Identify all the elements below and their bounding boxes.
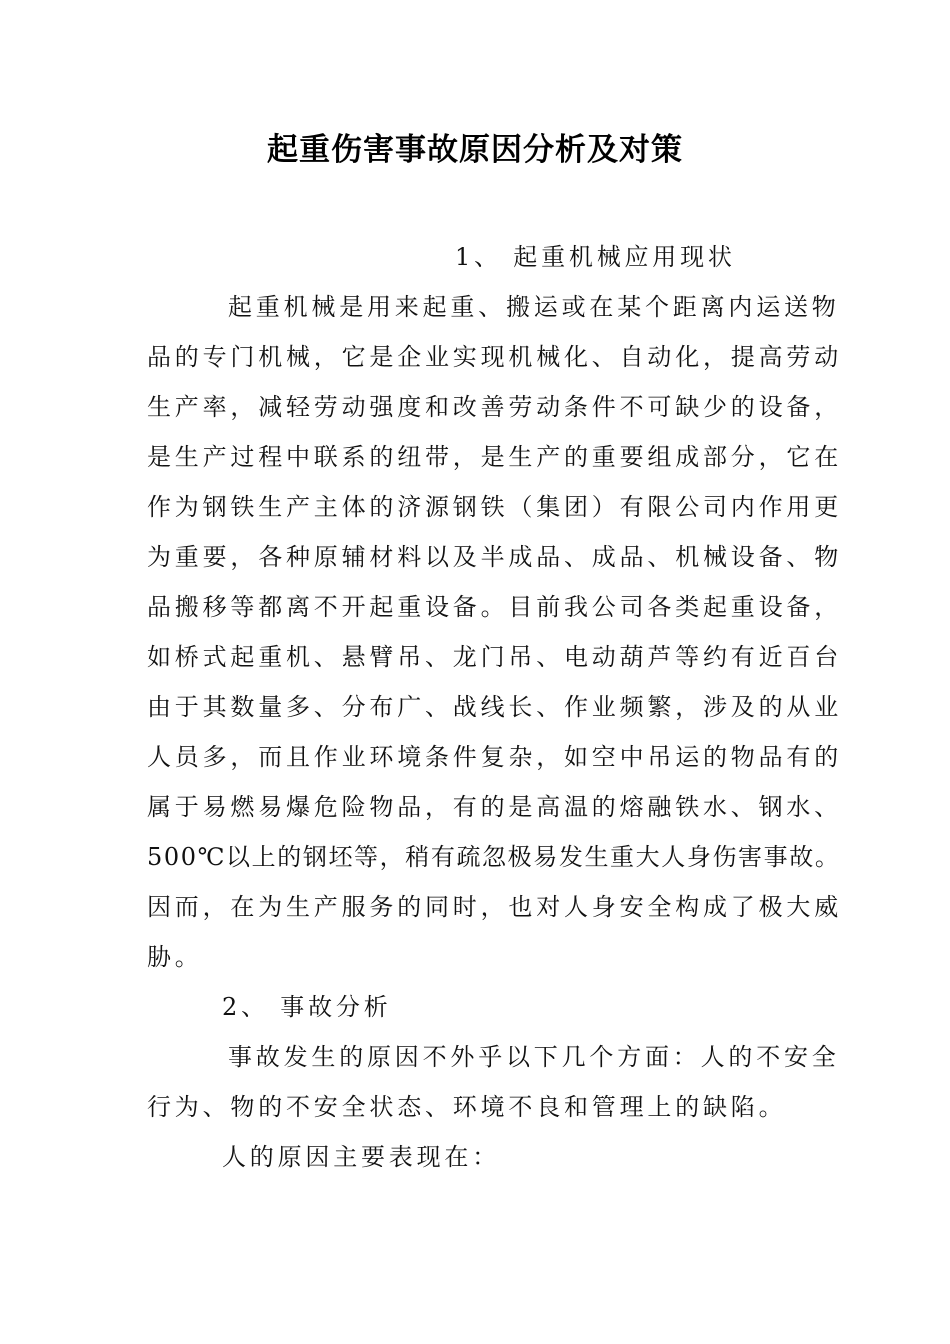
paragraph-2-line: 行为、物的不安全状态、环境不良和管理上的缺陷。 (147, 1093, 787, 1121)
paragraph-1-line: 品的专门机械，它是企业实现机械化、自动化，提高劳动 (147, 343, 842, 371)
paragraph-1-line: 500℃以上的钢坯等，稍有疏忽极易发生重大人身伤害事故。 (147, 843, 841, 871)
paragraph-1-line: 作为钢铁生产主体的济源钢铁（集团）有限公司内作用更 (147, 493, 842, 521)
paragraph-1-line: 生产率，减轻劳动强度和改善劳动条件不可缺少的设备， (147, 393, 842, 421)
paragraph-1-line: 为重要，各种原辅材料以及半成品、成品、机械设备、物 (147, 543, 842, 571)
section-1-heading: 1、 起重机械应用现状 (455, 243, 736, 271)
paragraph-1-line: 胁。 (147, 943, 203, 971)
paragraph-1-line: 是生产过程中联系的纽带，是生产的重要组成部分，它在 (147, 443, 842, 471)
paragraph-1-line: 属于易燃易爆危险物品，有的是高温的熔融铁水、钢水、 (147, 793, 842, 821)
paragraph-3: 人的原因主要表现在： (222, 1143, 500, 1171)
paragraph-1-line: 起重机械是用来起重、搬运或在某个距离内运送物 (228, 293, 840, 321)
section-2-heading: 2、 事故分析 (222, 993, 392, 1021)
paragraph-1-line: 品搬移等都离不开起重设备。目前我公司各类起重设备， (147, 593, 842, 621)
document-title: 起重伤害事故原因分析及对策 (267, 132, 683, 168)
paragraph-1-line: 如桥式起重机、悬臂吊、龙门吊、电动葫芦等约有近百台 (147, 643, 842, 671)
paragraph-1-line: 由于其数量多、分布广、战线长、作业频繁，涉及的从业 (147, 693, 842, 721)
paragraph-1-line: 人员多，而且作业环境条件复杂，如空中吊运的物品有的 (147, 743, 842, 771)
paragraph-1-line: 因而，在为生产服务的同时，也对人身安全构成了极大威 (147, 893, 842, 921)
paragraph-2-line: 事故发生的原因不外乎以下几个方面：人的不安全 (228, 1043, 840, 1071)
